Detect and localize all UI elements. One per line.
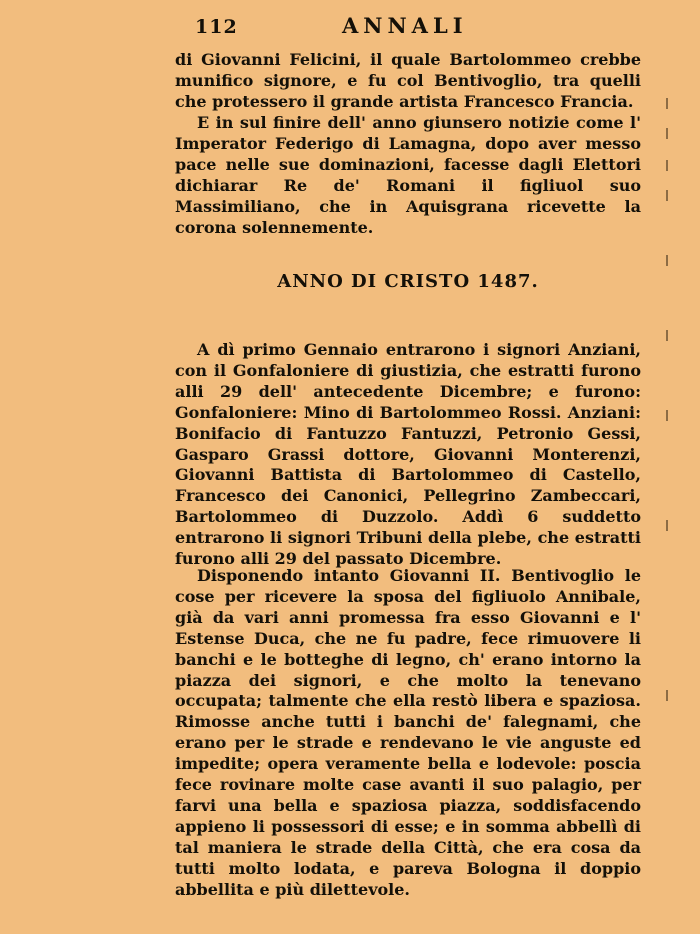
running-head: [0, 13, 700, 39]
paragraph-imperator: E in sul finire dell' anno giunsero notizie come l' Imperator Federigo di Lamagna, dopo aver messo pace nelle sue dominazioni, facesse dagli Elettori dichiarar Re de' Romani il figliuol suo Massimiliano, che in Aquisgrana ricevette la corona solennemente.: [175, 113, 641, 237]
year-heading: ANNO DI CRISTO 1487.: [277, 271, 539, 292]
margin-mark: [666, 410, 668, 421]
paragraph-continuation: di Giovanni Felicini, il quale Bartolommeo crebbe munifico signore, e fu col Bentivoglio, tra quelli che protessero il grande artista Francesco Francia.: [175, 50, 641, 111]
page-number: 112: [195, 16, 238, 38]
margin-mark: [666, 128, 668, 139]
margin-mark: [666, 520, 668, 531]
paragraph-anziani: A dì primo Gennaio entrarono i signori Anziani, con il Gonfaloniere di giustizia, che estratti furono alli 29 dell' antecedente Dicembre; e furono: Gonfaloniere: Mino di Bartolommeo Rossi. Anziani: Bonifacio di Fantuzzo Fantuzzi, Petronio Gessi, Gasparo Grassi dottore, Giovanni Monterenzi, Giovanni Battista di Bartolommeo di Castello, Francesco dei Canonici, Pellegrino Zambeccari, Bartolommeo di Duzzolo. Addì 6 suddetto entrarono li signori Tribuni della plebe, che estratti furono alli 29 del passato Dicembre.: [175, 340, 641, 569]
margin-mark: [666, 690, 668, 701]
running-title: ANNALI: [342, 13, 468, 38]
margin-mark: [666, 160, 668, 171]
margin-mark: [666, 190, 668, 201]
margin-mark: [666, 255, 668, 266]
margin-mark: [666, 330, 668, 341]
margin-mark: [666, 98, 668, 109]
paragraph-bentivoglio: Disponendo intanto Giovanni II. Bentivoglio le cose per ricevere la sposa del figliuolo Annibale, già da vari anni promessa fra esso Giovanni e l' Estense Duca, che ne fu padre, fece rimuovere li banchi e le botteghe di legno, ch' erano intorno la piazza dei signori, e che molto la tenevano occupata; talmente che ella restò libera e spaziosa. Rimosse anche tutti i banchi de' falegnami, che erano per le strade e rendevano le vie anguste ed impedite; opera veramente bella e lodevole: poscia fece rovinare molte case avanti il suo palagio, per farvi una bella e spaziosa piazza, soddisfacendo appieno li possessori di esse; e in somma abbellì di tal maniera le strade della Città, che era cosa da tutti molto lodata, e pareva Bologna il doppio abbellita e più dilettevole.: [175, 566, 641, 899]
